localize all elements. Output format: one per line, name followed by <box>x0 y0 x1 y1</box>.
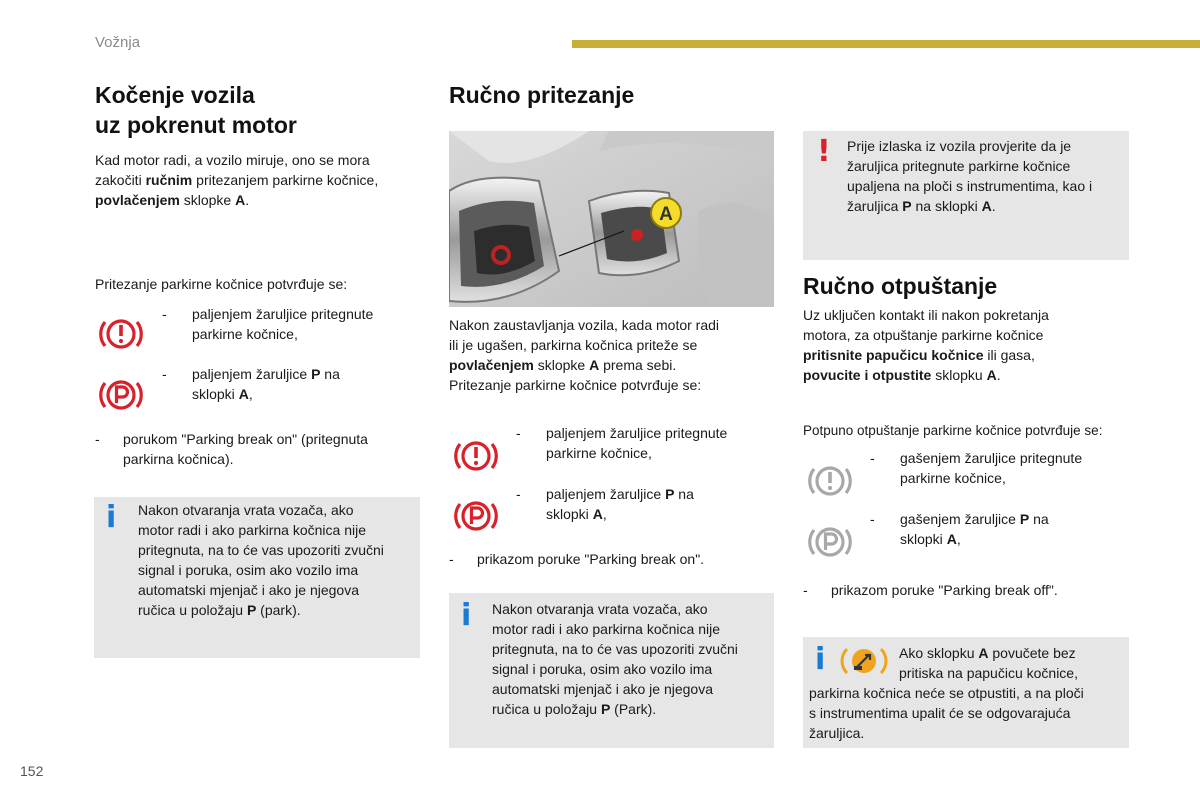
bullet-text: paljenjem žaruljice P na sklopki A, <box>546 486 694 522</box>
dash: - <box>516 486 521 502</box>
col3-warning-box <box>803 131 1129 260</box>
page-number: 152 <box>20 763 44 779</box>
dash: - <box>162 306 167 322</box>
col2-info-box <box>449 593 774 748</box>
col3-info-box <box>803 637 1129 748</box>
exclamation-warning-icon: ! <box>817 134 831 169</box>
intro-line: . <box>245 192 250 208</box>
info-text-bottom: parkirna kočnica neće se otpustiti, a na ploči s instrumentima upalit će se odgovarajuća žaruljica. <box>809 685 1084 741</box>
dash: - <box>162 366 167 382</box>
bullet-text: paljenjem žaruljice pritegnute parkirne kočnice, <box>546 425 728 461</box>
intro-line: sklopke <box>179 192 236 208</box>
bullet-text: prikazom poruke "Parking break on". <box>477 551 705 567</box>
brake-warning-icon <box>98 314 144 354</box>
dash: - <box>95 431 100 447</box>
parking-p-icon <box>807 522 853 562</box>
header-accent-bar <box>572 40 1200 48</box>
brake-warning-icon <box>453 436 499 476</box>
info-text-top: Ako sklopku A povučete bez pritiska na papučicu kočnice, <box>899 645 1078 681</box>
intro-line: pritezanjem parkirne kočnice, <box>192 172 379 188</box>
title-manual-release: Ručno otpuštanje <box>803 273 998 299</box>
section-label: Vožnja <box>95 34 141 51</box>
info-text: Nakon otvaranja vrata vozača, ako motor radi i ako parkirna kočnica nije pritegnuta, na to će vas upozoriti zvučni signal i poruka, osim ako vozilo ima automatski mjenjač i ako je njegova ručica u položaju P (Park). <box>492 601 738 717</box>
dash: - <box>870 511 875 527</box>
info-text: Nakon otvaranja vrata vozača, ako motor radi i ako parkirna kočnica nije pritegnuta, na to će vas upozoriti zvučni signal i poruka, osim ako vozilo ima automatski mjenjač i ako je njegova ručica u položaju P (park). <box>138 502 384 618</box>
col1-confirm-text: Pritezanje parkirne kočnice potvrđuje se: <box>95 276 348 292</box>
info-icon: i <box>815 642 826 677</box>
intro-bold: A <box>235 192 246 208</box>
bullet-text: paljenjem žaruljice pritegnute parkirne kočnice, <box>192 306 374 342</box>
bullet-text: gašenjem žaruljice pritegnute parkirne kočnice, <box>900 450 1083 486</box>
dash: - <box>449 551 454 567</box>
parking-brake-switch-photo <box>449 131 774 307</box>
switch-illustration <box>449 131 774 307</box>
title-line-2: uz pokrenut motor <box>95 112 297 138</box>
title-engine-running <box>95 80 297 140</box>
bullet-text: gašenjem žaruljice P na sklopki A, <box>900 511 1049 547</box>
dash: - <box>803 582 808 598</box>
intro-line: zakočiti <box>95 172 146 188</box>
col2-text: Nakon zaustavljanja vozila, kada motor radi ili je ugašen, parkirna kočnica priteže se povlačenjem sklopke A prema sebi. Pritezanje parkirne kočnice potvrđuje se: <box>449 317 720 393</box>
title-line-1: Kočenje vozila <box>95 82 255 108</box>
col1-intro <box>95 150 378 210</box>
parking-p-icon <box>98 375 144 415</box>
brake-warning-icon <box>807 461 853 501</box>
callout-a-label: A <box>659 204 673 225</box>
info-icon: i <box>106 500 117 535</box>
intro-bold: ručnim <box>145 172 193 188</box>
col3-confirm-text: Potpuno otpuštanje parkirne kočnice potvrđuje se: <box>803 423 1103 438</box>
intro-line: Kad motor radi, a vozilo miruje, ono se mora <box>95 152 370 168</box>
col1-info-box <box>94 497 420 658</box>
col3-text: Uz uključen kontakt ili nakon pokretanja motora, za otpuštanje parkirne kočnice pritisnite papučicu kočnice ili gasa, povucite i otpustite sklopku A. <box>803 307 1049 383</box>
title-manual-apply: Ručno pritezanje <box>449 82 635 108</box>
dash: - <box>516 425 521 441</box>
dash: - <box>870 450 875 466</box>
bullet-text: paljenjem žaruljice P na sklopki A, <box>192 366 340 402</box>
parking-p-icon <box>453 496 499 536</box>
brake-pedal-icon <box>839 644 889 678</box>
warning-text: Prije izlaska iz vozila provjerite da je žaruljica pritegnute parkirne kočnice upaljena na ploči s instrumentima, kao i žaruljica P na sklopki A. <box>847 138 1093 214</box>
info-icon: i <box>461 598 472 633</box>
bullet-text: prikazom poruke "Parking break off". <box>831 582 1058 598</box>
bullet-text: porukom "Parking break on" (pritegnuta parkirna kočnica). <box>123 431 368 467</box>
intro-bold: povlačenjem <box>95 192 180 208</box>
